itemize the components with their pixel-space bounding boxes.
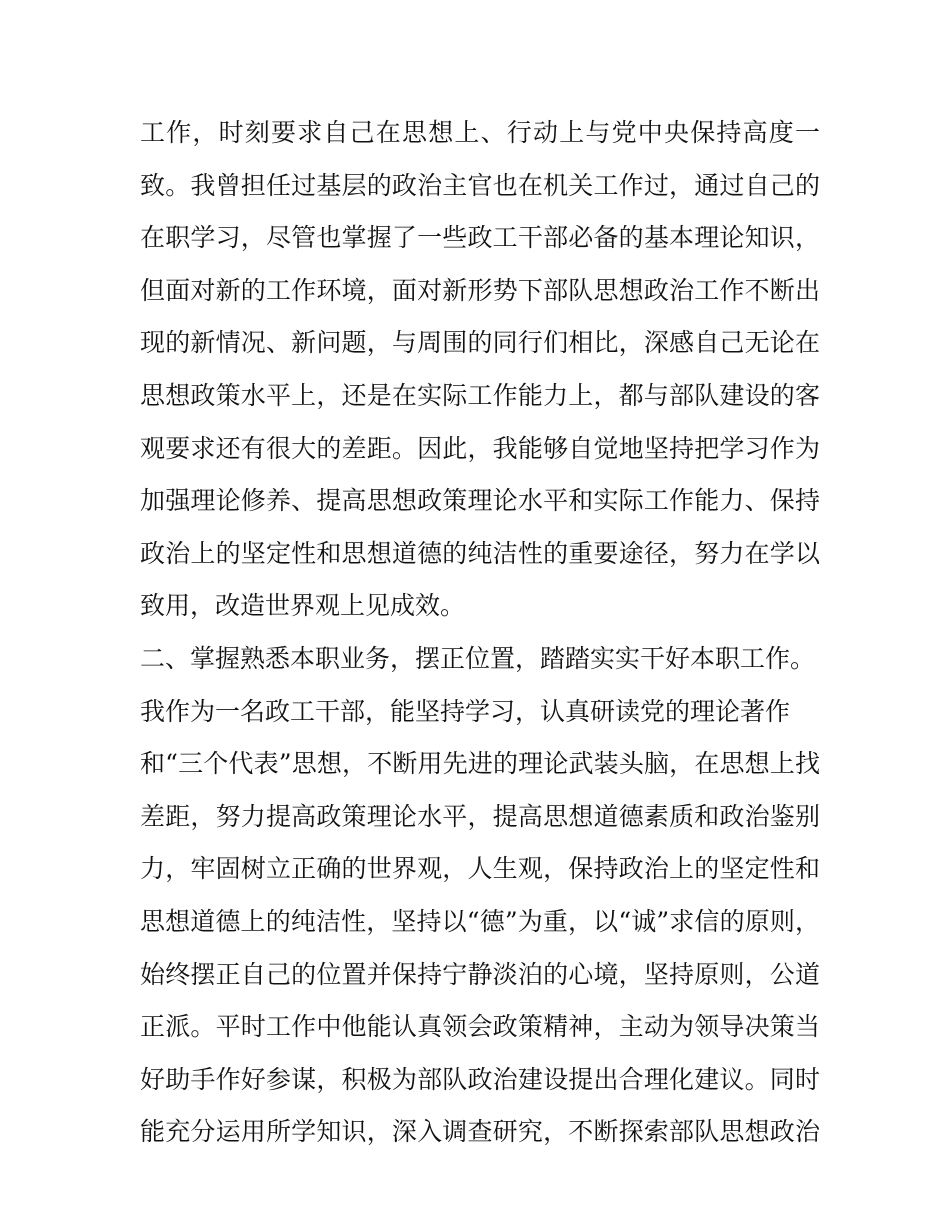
text-line-12: 我作为一名政工干部，能坚持学习，认真研读党的理论著作 [140,696,791,726]
text-line-16: 思想道德上的纯洁性，坚持以“德”为重，以“诚”求信的原则， [140,906,820,936]
text-line-8: 加强理论修养、提高思想政策理论水平和实际工作能力、保持 [140,486,820,516]
text-line-9: 政治上的坚定性和思想道德的纯洁性的重要途径，努力在学以 [140,538,820,568]
text-line-7: 观要求还有很大的差距。因此，我能够自觉地坚持把学习作为 [140,433,820,463]
text-line-14: 差距，努力提高政策理论水平，提高思想道德素质和政治鉴别 [140,801,820,831]
text-line-5: 现的新情况、新问题，与周围的同行们相比，深感自己无论在 [140,328,820,358]
text-line-19: 好助手作好参谋，积极为部队政治建设提出合理化建议。同时 [140,1064,820,1094]
text-line-2: 致。我曾担任过基层的政治主官也在机关工作过，通过自己的 [140,170,820,200]
body-text [140,107,820,1159]
text-line-3: 在职学习，尽管也掌握了一些政工干部必备的基本理论知识， [140,223,820,253]
text-line-15: 力，牢固树立正确的世界观，人生观，保持政治上的坚定性和 [140,854,820,884]
text-line-4: 但面对新的工作环境，面对新形势下部队思想政治工作不断出 [140,275,820,305]
section-heading-line: 二、掌握熟悉本职业务，摆正位置，踏踏实实干好本职工作。 [140,643,816,673]
text-line-18: 正派。平时工作中他能认真领会政策精神，主动为领导决策当 [140,1012,820,1042]
text-line-20: 能充分运用所学知识，深入调查研究，不断探索部队思想政治 [140,1117,820,1147]
text-line-1: 工作，时刻要求自己在思想上、行动上与党中央保持高度一 [140,118,820,147]
text-line-13: 和“三个代表”思想，不断用先进的理论武装头脑，在思想上找 [140,749,820,779]
text-line-17: 始终摆正自己的位置并保持宁静淡泊的心境，坚持原则，公道 [140,959,820,989]
text-line-10: 致用，改造世界观上见成效。 [140,591,466,621]
text-line-6: 思想政策水平上，还是在实际工作能力上，都与部队建设的客 [140,380,820,410]
